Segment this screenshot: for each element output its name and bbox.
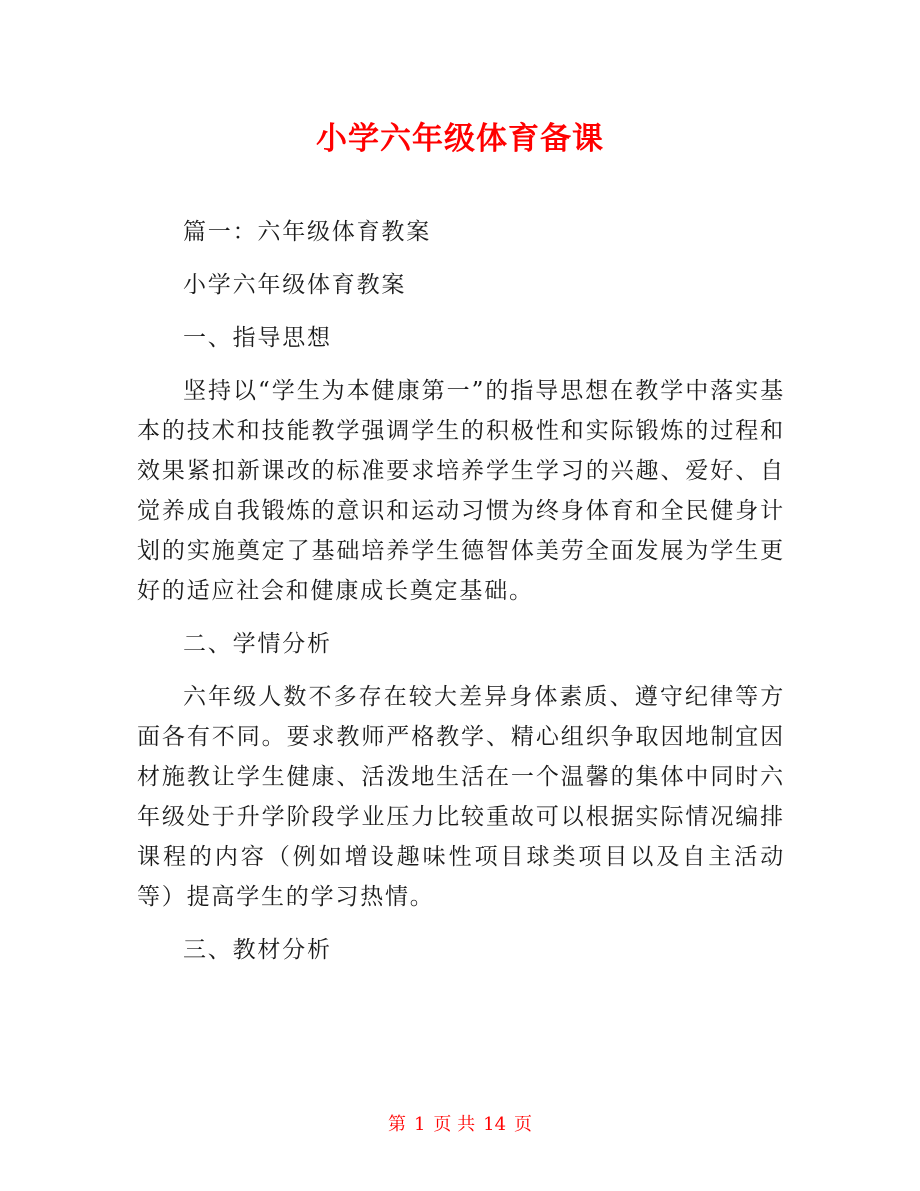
paragraph-student-analysis: 六年级人数不多存在较大差异身体素质、遵守纪律等方面各有不同。要求教师严格教学、精心组织争取因地制宜因材施教让学生健康、活泼地生活在一个温馨的集体中同时六年级处于升学阶段学业压力比较重故可以根据实际情况编排课程的内容（例如增设趣味性项目球类项目以及自主活动等）提高学生的学习热情。 (137, 684, 785, 910)
document-body (137, 212, 785, 983)
footer-middle: 页 共 (433, 1114, 476, 1135)
footer-total-pages: 14 (483, 1114, 507, 1135)
section-heading-material-analysis: 三、教材分析 (183, 937, 332, 963)
footer-suffix: 页 (514, 1114, 533, 1135)
page-footer (0, 1112, 920, 1138)
section-heading-part-one: 篇一：六年级体育教案 (183, 219, 431, 245)
page-title: 小学六年级体育备课 (316, 121, 604, 157)
section-subtitle: 小学六年级体育教案 (183, 272, 407, 298)
section-heading-student-analysis: 二、学情分析 (183, 631, 332, 657)
paragraph-guiding-ideology: 坚持以“学生为本健康第一”的指导思想在教学中落实基本的技术和技能教学强调学生的积极性和实际锻炼的过程和效果紧扣新课改的标准要求培养学生学习的兴趣、爱好、自觉养成自我锻炼的意识和运动习惯为终身体育和全民健身计划的实施奠定了基础培养学生德智体美劳全面发展为学生更好的适应社会和健康成长奠定基础。 (137, 378, 785, 604)
footer-prefix: 第 (387, 1114, 406, 1135)
footer-current-page: 1 (413, 1114, 426, 1135)
section-heading-guiding-ideology: 一、指导思想 (183, 325, 332, 351)
